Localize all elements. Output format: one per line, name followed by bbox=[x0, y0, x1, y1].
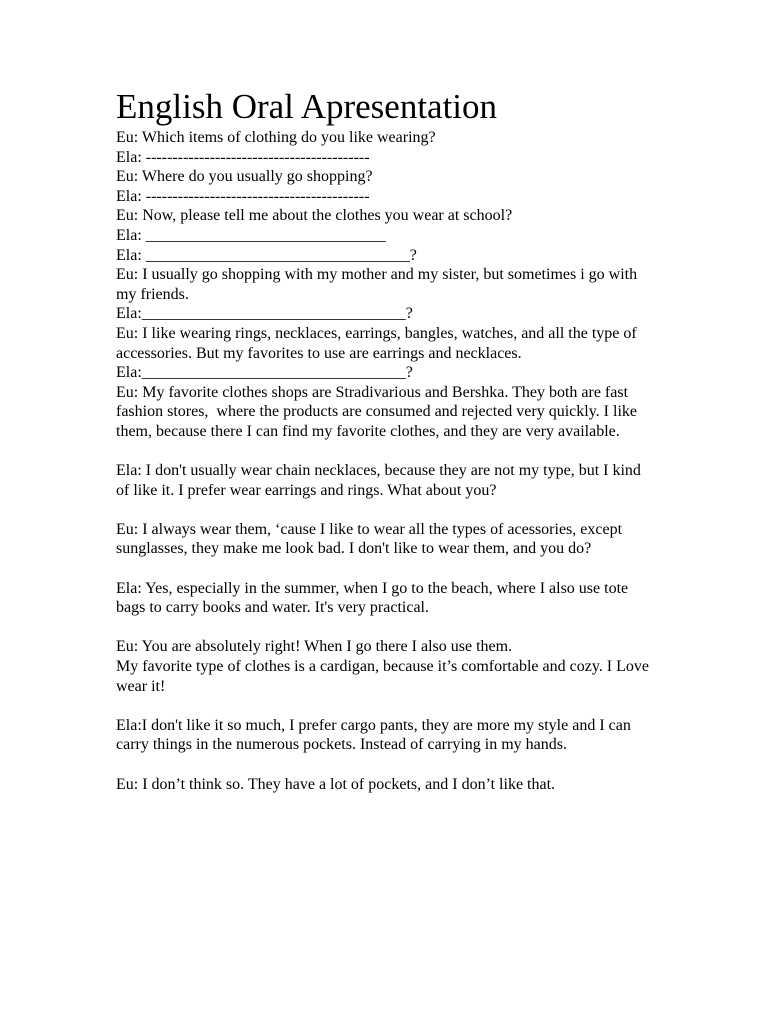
paragraph: Eu: You are absolutely right! When I go there I also use them. bbox=[116, 638, 513, 656]
paragraph: Ela:I don't like it so much, I prefer cargo pants, they are more my style and I can carry things in the numerous pockets. Instead of carrying in my hands. bbox=[116, 716, 635, 754]
paragraph: Ela: _________________________________? bbox=[116, 246, 417, 264]
document-page bbox=[116, 86, 656, 794]
blank-line bbox=[116, 755, 656, 775]
paragraph: Ela:_________________________________? bbox=[116, 364, 413, 382]
paragraph: Eu: Where do you usually go shopping? bbox=[116, 168, 373, 186]
paragraph: Eu: I don’t think so. They have a lot of pockets, and I don’t like that. bbox=[116, 775, 556, 793]
paragraph: Ela: I don't usually wear chain necklaces, because they are not my type, but I kind of like it. I prefer wear earrings and rings. What about you? bbox=[116, 462, 645, 499]
blank-line bbox=[116, 559, 656, 579]
paragraph: Ela:_________________________________? bbox=[116, 305, 413, 323]
paragraph: Eu: My favorite clothes shops are Stradivarious and Bershka. They both are fast fashion stores, where the products are consumed and rejected very quickly. I like them, because there I can find my favorite clothes, and they are very available. bbox=[116, 383, 641, 440]
blank-line bbox=[116, 618, 656, 638]
paragraph: Ela: ______________________________ bbox=[116, 226, 386, 244]
paragraph: Eu: I like wearing rings, necklaces, earrings, bangles, watches, and all the type of accessories. But my favorites to use are earrings and necklaces. bbox=[116, 324, 641, 362]
blank-line bbox=[116, 442, 656, 462]
document-body bbox=[116, 128, 656, 794]
paragraph: Ela: ------------------------------------------ bbox=[116, 148, 370, 166]
paragraph: Eu: Now, please tell me about the clothes you wear at school? bbox=[116, 207, 513, 225]
paragraph: Eu: I always wear them, ‘cause I like to wear all the types of acessories, except sunglasses, they make me look bad. I don't like to wear them, and you do? bbox=[116, 520, 627, 558]
blank-line bbox=[116, 500, 656, 520]
paragraph: Ela: ------------------------------------------ bbox=[116, 187, 370, 205]
document-title: English Oral Apresentation bbox=[116, 87, 498, 126]
paragraph: Eu: I usually go shopping with my mother and my sister, but sometimes i go with my friends. bbox=[116, 266, 642, 303]
blank-line bbox=[116, 696, 656, 716]
paragraph: My favorite type of clothes is a cardigan, because it’s comfortable and cozy. I Love wear it! bbox=[116, 658, 653, 695]
paragraph: Ela: Yes, especially in the summer, when I go to the beach, where I also use tote bags to carry books and water. It's very practical. bbox=[116, 579, 633, 617]
paragraph: Eu: Which items of clothing do you like wearing? bbox=[116, 129, 436, 146]
